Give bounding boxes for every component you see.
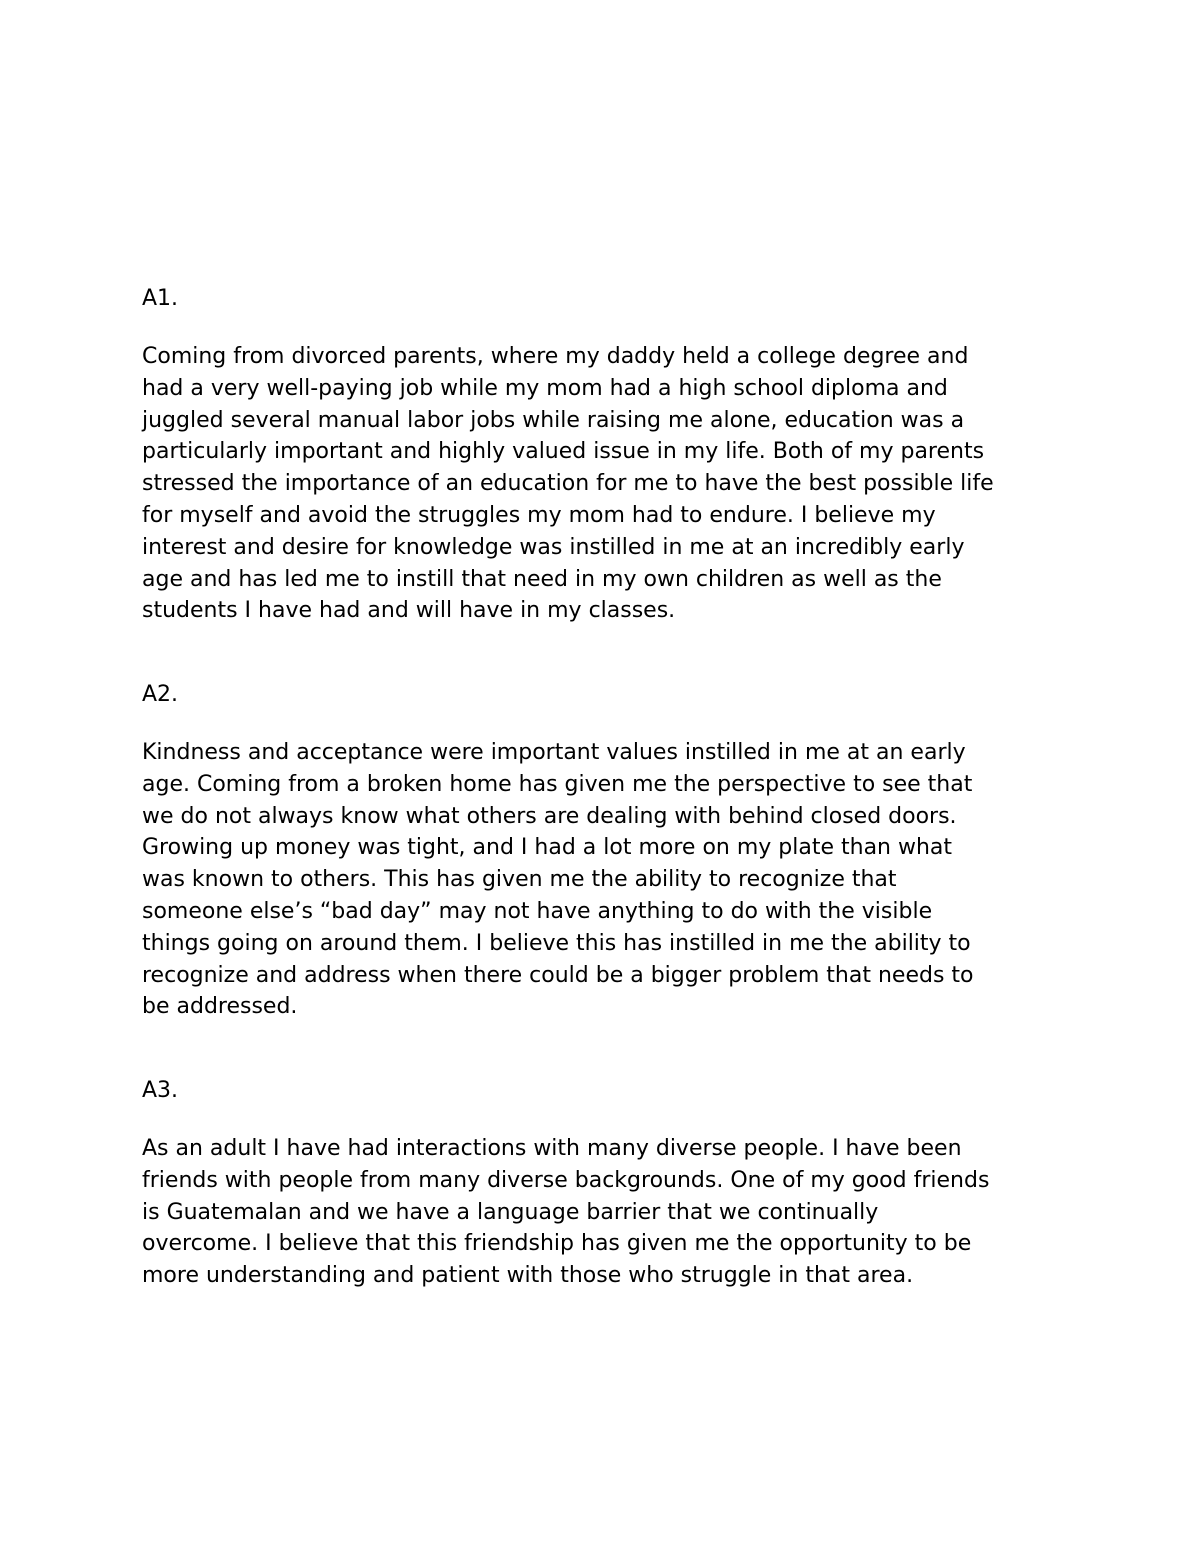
section-a2: [142, 679, 1082, 1023]
section-paragraph: [142, 1133, 1082, 1292]
paragraph-line: stressed the importance of an education for me to have the best possible life: [142, 471, 994, 497]
paragraph-line: Growing up money was tight, and I had a lot more on my plate than what: [142, 835, 953, 861]
paragraph-line: recognize and address when there could be a bigger problem that needs to: [142, 962, 974, 988]
section-heading: A2.: [142, 682, 179, 707]
section-a1: [142, 283, 1082, 627]
section-heading: A1.: [142, 286, 179, 311]
paragraph-line: is Guatemalan and we have a language barrier that we continually: [142, 1199, 879, 1225]
paragraph-line: students I have had and will have in my classes.: [142, 598, 676, 624]
paragraph-line: age and has led me to instill that need in my own children as well as the: [142, 566, 942, 592]
section-heading: A3.: [142, 1078, 179, 1103]
paragraph-line: age. Coming from a broken home has given me the perspective to see that: [142, 771, 973, 797]
paragraph-line: particularly important and highly valued issue in my life. Both of my parents: [142, 439, 985, 465]
paragraph-line: for myself and avoid the struggles my mom had to endure. I believe my: [142, 502, 936, 528]
paragraph-line: more understanding and patient with those who struggle in that area.: [142, 1263, 914, 1289]
paragraph-line: was known to others. This has given me the ability to recognize that: [142, 867, 897, 893]
paragraph-line: Kindness and acceptance were important values instilled in me at an early: [142, 740, 966, 765]
paragraph-line: overcome. I believe that this friendship has given me the opportunity to be: [142, 1231, 972, 1257]
paragraph-line: be addressed.: [142, 994, 298, 1020]
section-paragraph: [142, 341, 1082, 627]
paragraph-line: had a very well-paying job while my mom had a high school diploma and: [142, 375, 948, 401]
paragraph-line: As an adult I have had interactions with many diverse people. I have been: [142, 1136, 962, 1161]
paragraph-line: Coming from divorced parents, where my daddy held a college degree and: [142, 344, 969, 369]
paragraph-line: we do not always know what others are dealing with behind closed doors.: [142, 803, 957, 829]
paragraph-line: things going on around them. I believe this has instilled in me the ability to: [142, 930, 971, 956]
paragraph-line: friends with people from many diverse backgrounds. One of my good friends: [142, 1167, 990, 1193]
paragraph-line: someone else’s “bad day” may not have anything to do with the visible: [142, 898, 933, 924]
paragraph-line: juggled several manual labor jobs while raising me alone, education was a: [142, 407, 965, 433]
paragraph-line: interest and desire for knowledge was instilled in me at an incredibly early: [142, 534, 965, 560]
section-a3: [142, 1075, 1082, 1292]
section-paragraph: [142, 737, 1082, 1023]
